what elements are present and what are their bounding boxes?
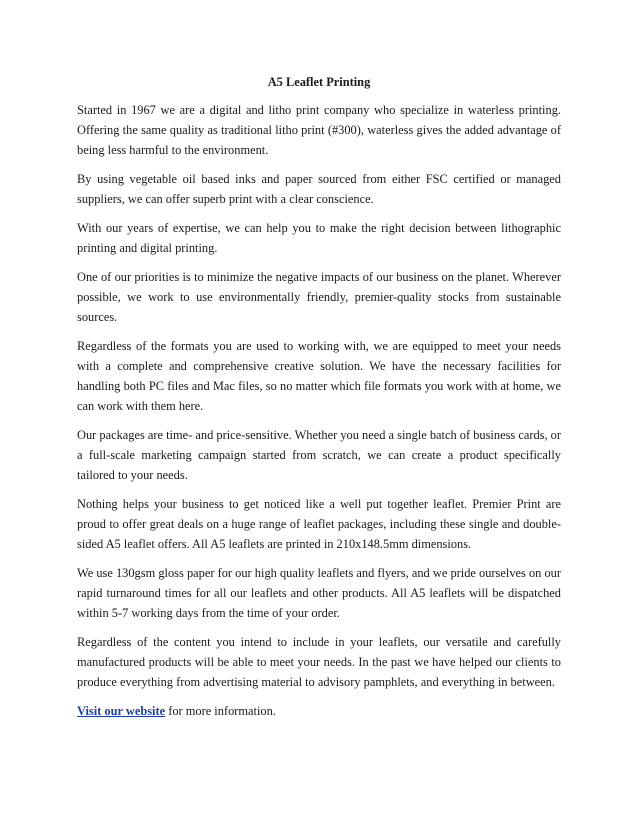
paragraph-6: Our packages are time- and price-sensitive. Whether you need a single batch of business cards, or a full-scale marketing campaign started from scratch, we can create a product specifically tailored to your needs. — [77, 428, 561, 482]
paragraph-9: Regardless of the content you intend to include in your leaflets, our versatile and carefully manufactured products will be able to meet your needs. In the past we have helped our clients to produce everything from advertising material to advisory pamphlets, and everything in between. — [77, 635, 561, 689]
paragraph-3: With our years of expertise, we can help you to make the right decision between lithographic printing and digital printing. — [77, 221, 561, 255]
paragraph-1: Started in 1967 we are a digital and litho print company who specialize in waterless printing. Offering the same quality as traditional litho print (#300), waterless gives the added advantage of being less harmful to the environment. — [77, 103, 561, 157]
closing-paragraph — [77, 701, 561, 721]
document-page — [77, 72, 561, 730]
paragraph-5: Regardless of the formats you are used to working with, we are equipped to meet your needs with a complete and comprehensive creative solution. We have the necessary facilities for handling both PC files and Mac files, so no matter which file formats you work with at home, we can work with them here. — [77, 339, 561, 413]
closing-text: for more information. — [165, 704, 276, 718]
paragraph-4: One of our priorities is to minimize the negative impacts of our business on the planet. Wherever possible, we work to use environmentally friendly, premier-quality stocks from sustainable sources. — [77, 270, 561, 324]
paragraph-7: Nothing helps your business to get noticed like a well put together leaflet. Premier Print are proud to offer great deals on a huge range of leaflet packages, including these single and double-sided A5 leaflet offers. All A5 leaflets are printed in 210x148.5mm dimensions. — [77, 497, 561, 551]
document-title: A5 Leaflet Printing — [267, 75, 371, 89]
paragraph-2: By using vegetable oil based inks and paper sourced from either FSC certified or managed suppliers, we can offer superb print with a clear conscience. — [77, 172, 561, 206]
visit-website-link[interactable]: Visit our website — [77, 704, 166, 718]
paragraph-8: We use 130gsm gloss paper for our high quality leaflets and flyers, and we pride ourselves on our rapid turnaround times for all our leaflets and other products. All A5 leaflets will be dispatched within 5-7 working days from the time of your order. — [77, 566, 561, 620]
